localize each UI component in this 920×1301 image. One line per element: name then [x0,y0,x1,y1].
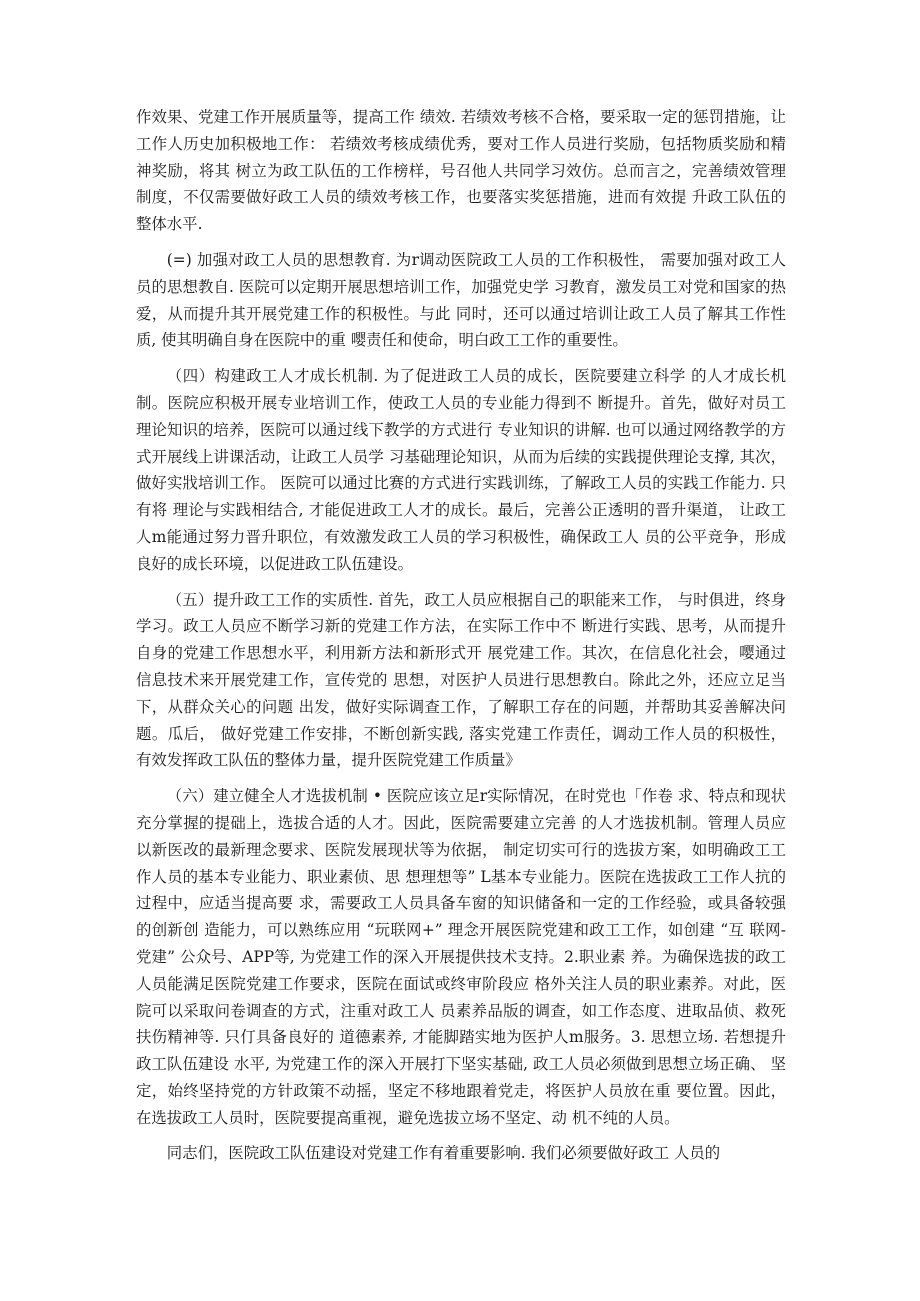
paragraph-closing-remarks: 同志们，医院政工队伍建设对党建工作有着重要影响. 我们必须要做好政工 人员的 [166,1144,721,1163]
paragraph-talent-selection-mechanism: （六）建立健全人才选拔机制 • 医院应该立足r实际情况，在时党也「作卷 求、特点和现状充分掌握的提础上，选拔合适的人才。因此，医院需要建立完善 的人才选拔机制。管理人员应以新医改的最新理念要求、医院发展现状等为依据， 制定切实可行的选拔方案，如明确政工工作人员的基本专业能力、职业素侦、思 想理想等” L基本专业能力。医院在选拔政工工作人抗的过程中，应适当提高要 求，需要政工人员具备车窗的知识储备和一定的工作经验，或具备较强的创新创 造能力，可以熟练应用 “玩联网+” 理念开展医院党建和政工工作，如创建 “互 联网-党建” 公众号、APP等, 为党建工作的深入开展提供技术支持。2.职业素 养。为确保选拔的政工人员能满足医院党建工作要求，医院在面试或终审阶段应 格外关注人员的职业素养。对此，医院可以采取问卷调查的方式，注重对政工人 员素养品版的调查，如工作态度、进取品侦、救死扶伤精神等. 只仃具备良好的 道德素养, 才能脚踏实地为医护人m服务。3. 思想立场. 若想提升政工队伍建设 水平, 为党建工作的深入开展打下坚实基础, 政工人员必须做到思想立场正确、 坚定，始终坚持党的方针政策不动摇，坚定不移地跟着党走，将医护人员放在重 要位置。因此，在选拔政工人员时，医院要提高重视，避免选拔立场不坚定、动 机不纯的人员。 [136,787,786,1127]
document-body [136,104,791,1176]
paragraph-performance-appraisal: 作效果、党建工作开展质量等，提高工作 绩效. 若绩效考核不合格，要采取一定的惩罚措施，让工作人历史加积极地工作： 若绩效考核成绩优秀，要对工作人员进行奖励，包括物质奖励和精神奖励，将其 树立为政工队伍的工作榜样，号召他人共同学习效仿。总而言之，完善绩效管理 制度，不仅需要做好政工人员的绩效考核工作，也要落实奖惩措施，进而有效提 升政工队伍的整体水平. [136,108,791,234]
paragraph-work-substance: （五）提升政工工作的实质性. 首先，政工人员应根据自己的职能来工作， 与时俱进，终身学习。政工人员应不断学习新的党建工作方法，在实际工作中不 断进行实践、思考，从而提升自身的党建工作思想水平，利用新方法和新形式开 展党建工作。其次，在信息化社会，嘤通过信息技术来开展党建工作，宣传党的 思想，对医护人员进行思想教白。除此之外，还应立足当下，从群众关心的问题 出发，做好实际调查工作，了解职工存在的问题，并帮助其妥善解决问题。瓜后， 做好党建工作安排，不断创新实践, 落实党建工作责任，调动工作人员的积极性， 有效发挥政工队伍的整体力量，提升医院党建工作质量》 [136,590,791,770]
paragraph-ideological-education: (=) 加强对政工人员的思想教育. 为r调动医院政工人员的工作积极性， 需要加强对政工人员的思想教自. 医院可以定期开展思想培训工作，加强党史学 习教育，激发员工对党和国家的热爱，从而提升其开展党建工作的积极性。与此 同时，还可以通过培训让政工人员了解其工作性质, 使其明确自身在医院中的重 嘤责任和使命，明白政工工作的重要性。 [136,250,786,350]
paragraph-talent-growth-mechanism: （四）构建政工人才成长机制. 为了促进政工人员的成长，医院要建立科学 的人才成长机制。医院应积极开展专业培训工作，使政工人员的专业能力得到不 断提升。首先，做好对员工理论知识的培养，医院可以通过线下教学的方式进行 专业知识的讲解. 也可以通过网络教学的方式开展线上讲课活动，让政工人员学 习基础理论知识，从而为后续的实践提供理论支撑, 其次，做好实戕培训工作。 医院可以通过比赛的方式进行实践训练，了解政工人员的实践工作能力. 只有将 理论与实践相结合, 才能促进政工人才的成长。最后，完善公正透明的晋升渠道， 让政工人m能通过努力晋升职位，有效激发政工人员的学习积极性，确保政工人 员的公平竞争，形成良好的成长环境，以促进政工队伍建设。 [136,367,786,573]
